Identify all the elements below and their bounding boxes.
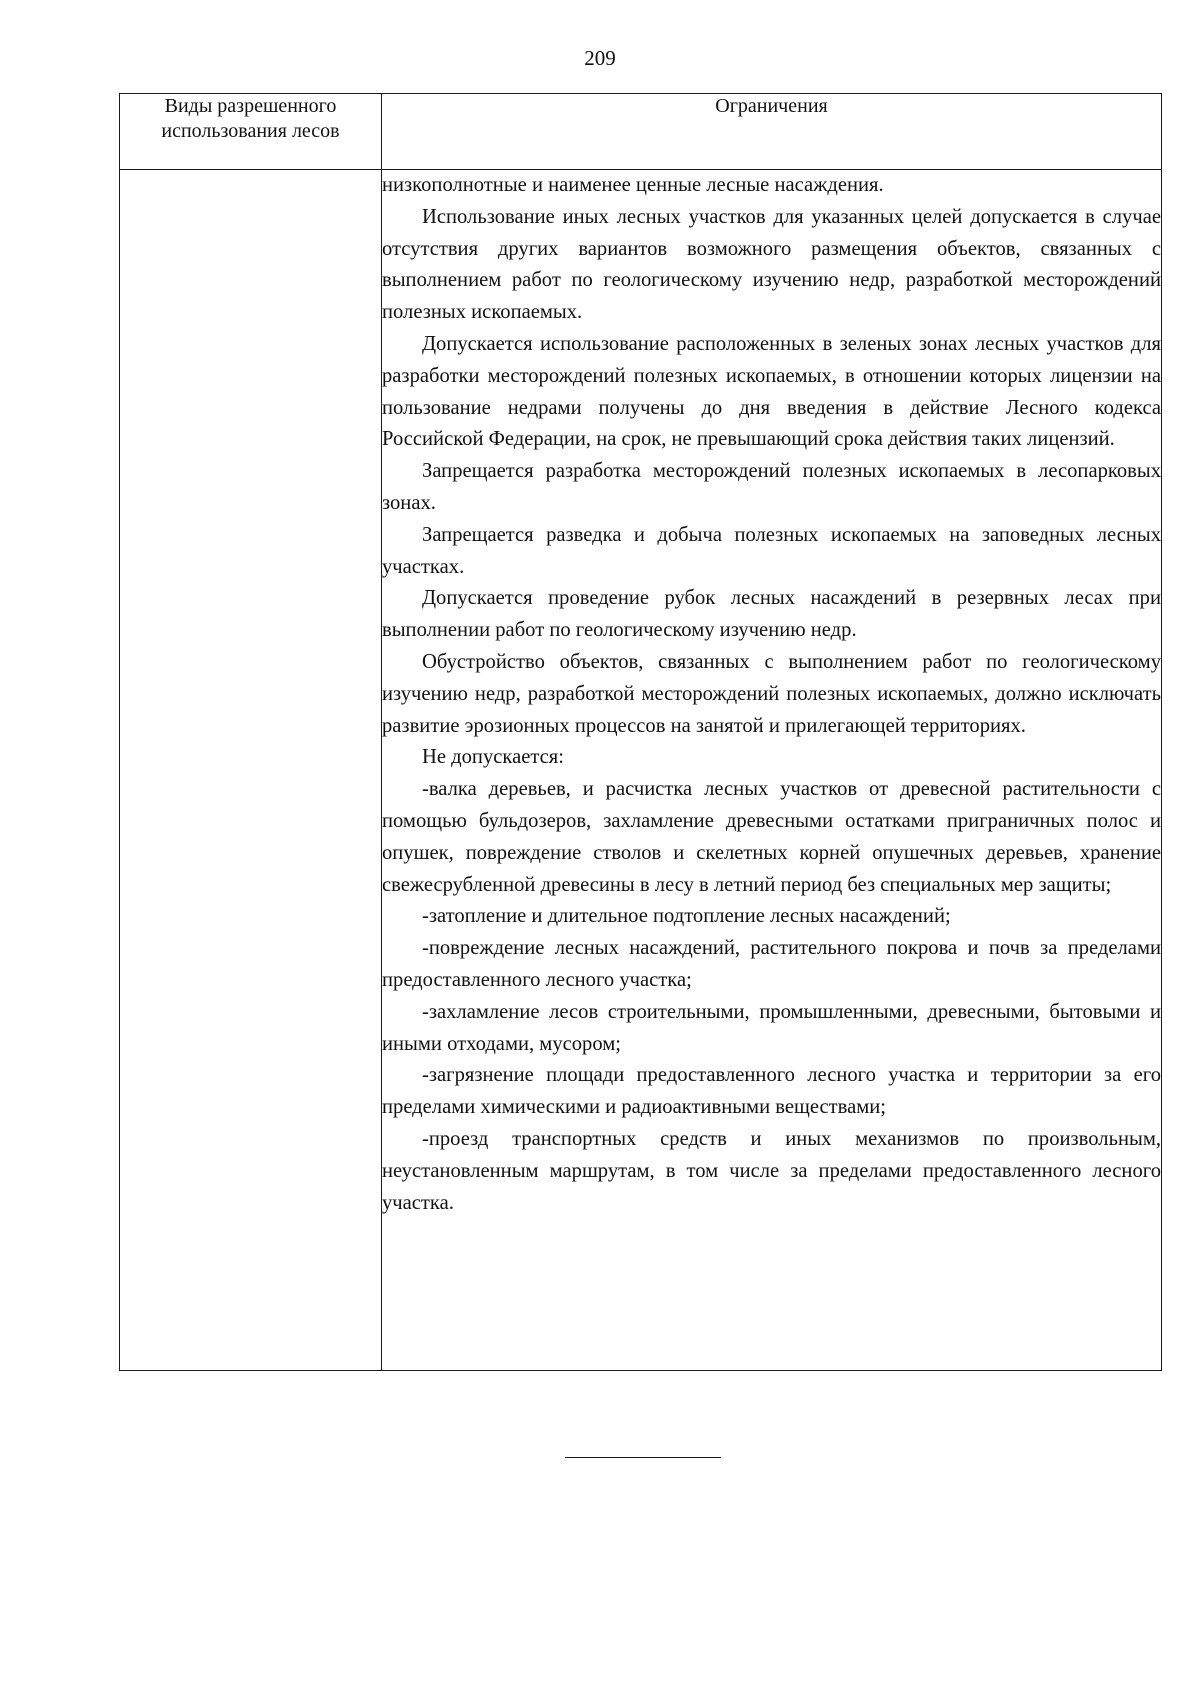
restriction-list-item: -захламление лесов строительными, промышленными, древесными, бытовыми и иными отходами, мусором; [382,1000,1161,1055]
restriction-paragraph: низкополнотные и наименее ценные лесные насаждения. [382,174,884,196]
end-of-section-rule [565,1457,721,1458]
restriction-paragraph: Запрещается разведка и добыча полезных ископаемых на заповедных лесных участках. [382,523,1161,578]
restriction-paragraph: Запрещается разработка месторождений полезных ископаемых в лесопарковых зонах. [382,460,1161,514]
header-permitted-uses: Виды разрешенного использования лесов [120,94,382,170]
restriction-paragraph: Допускается проведение рубок лесных насаждений в резервных лесах при выполнении работ по геологическому изучению недр. [382,587,1161,642]
restriction-list-item: -проезд транспортных средств и иных механизмов по произвольным, неустановленным маршрутам, в том числе за пределами предоставленного лесного участка. [382,1127,1161,1214]
restriction-list-item: -валка деревьев, и расчистка лесных участков от древесной растительности с помощью бульдозеров, захламление древесными остатками приграничных полос и опушек, повреждение стволов и скелетных корней опушечных деревьев, хранение свежесрубленной древесины в лесу в летний период без специальных мер защиты; [382,778,1161,896]
table-header-row [120,94,1162,170]
restriction-list-item: -повреждение лесных насаждений, растительного покрова и почв за пределами предоставленного лесного участка; [382,937,1161,991]
restriction-paragraph: Не допускается: [422,746,564,769]
restriction-paragraph: Допускается использование расположенных в зеленых зонах лесных участков для разработки месторождений полезных ископаемых, в отношении которых лицензии на пользование недрами получены до дня введения в действие Лесного кодекса Российской Федерации, на срок, не превышающий срока действия таких лицензий. [382,332,1161,451]
restrictions-table [119,93,1162,1371]
page-number: 209 [584,46,616,70]
table-header [120,94,1162,170]
restriction-list-item: -загрязнение площади предоставленного лесного участка и территории за его пределами химическими и радиоактивными веществами; [382,1064,1161,1119]
restriction-paragraph: Обустройство объектов, связанных с выполнением работ по геологическому изучению недр, разработкой месторождений полезных ископаемых, должно исключать развитие эрозионных процессов на занятой и прилегающей территориях. [382,650,1161,737]
permitted-use-cell [120,170,382,1371]
restriction-list-item: -затопление и длительное подтопление лесных насаждений; [422,905,951,928]
header-restrictions: Ограничения [382,94,1162,170]
table-row [120,170,1162,1371]
restriction-paragraph: Использование иных лесных участков для указанных целей допускается в случае отсутствия других вариантов возможного размещения объектов, связанных с выполнением работ по геологическому изучению недр, разработкой месторождений полезных ископаемых. [382,205,1161,324]
restrictions-cell [382,170,1162,1371]
